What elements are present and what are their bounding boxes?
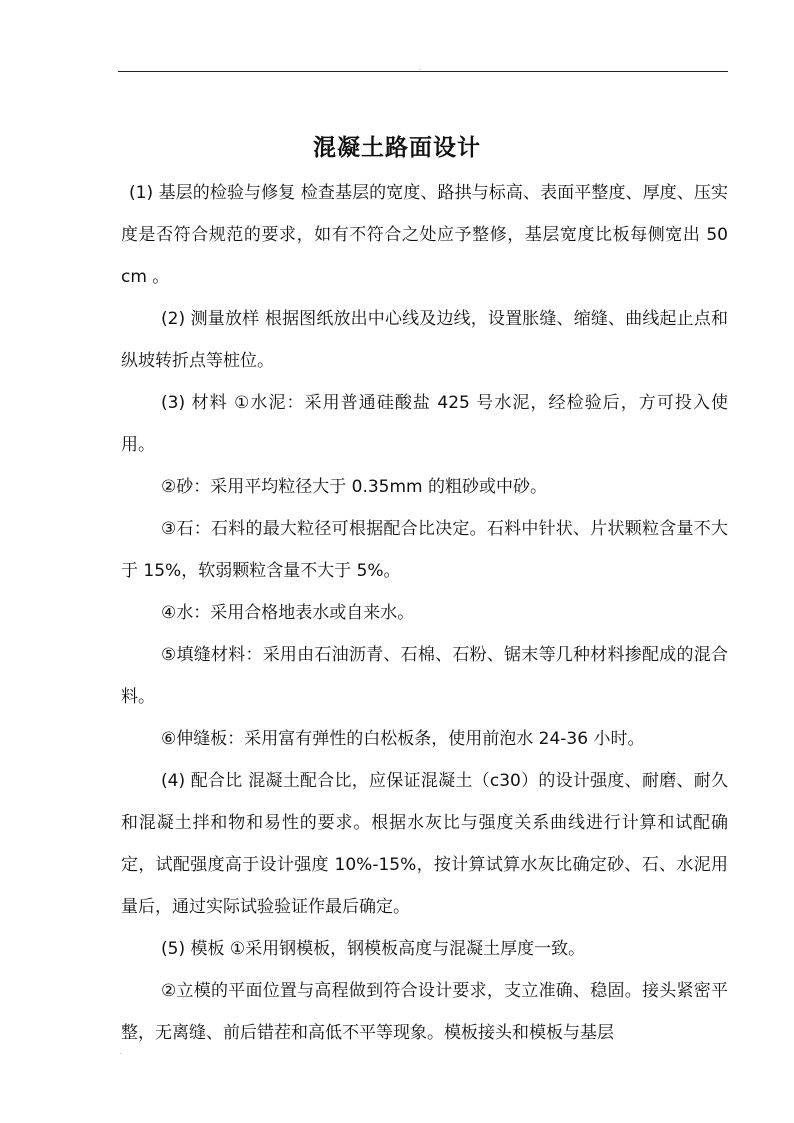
paragraph-survey-layout: (2) 测量放样 根据图纸放出中心线及边线，设置胀缝、缩缝、曲线起止点和纵坡转折点等桩位。	[121, 309, 728, 371]
page-title: 混凝土路面设计	[313, 134, 481, 162]
paragraph-materials-cement: (3) 材料 ①水泥：采用普通硅酸盐 425 号水泥，经检验后，方可投入使用。	[121, 393, 728, 455]
header-rule	[118, 71, 728, 72]
paragraph-materials-expansion-board: ⑥伸缝板：采用富有弹性的白松板条，使用前泡水 24-36 小时。	[161, 729, 645, 749]
paragraph-mix-ratio: (4) 配合比 混凝土配合比，应保证混凝土（c30）的设计强度、耐磨、耐久和混凝土拌和物和易性的要求。根据水灰比与强度关系曲线进行计算和试配确定，试配强度高于设计强度 10%-15%，按计算试算水灰比确定砂、石、水泥用量后，通过实际试验验证作最后确定。	[121, 771, 728, 917]
header-mark: .	[419, 66, 421, 72]
document-body	[121, 172, 728, 1054]
footer-mark: .	[120, 1050, 122, 1056]
paragraph-formwork-erection: ②立模的平面位置与高程做到符合设计要求，支立准确、稳固。接头紧密平整，无离缝、前后错茬和高低不平等现象。模板接头和模板与基层	[121, 981, 728, 1043]
paragraph-materials-sand: ②砂：采用平均粒径大于 0.35mm 的粗砂或中砂。	[161, 477, 548, 497]
paragraph-materials-stone: ③石：石料的最大粒径可根据配合比决定。石料中针状、片状颗粒含量不大于 15%，软弱颗粒含量不大于 5%。	[121, 519, 728, 581]
paragraph-base-inspection: (1) 基层的检验与修复 检查基层的宽度、路拱与标高、表面平整度、厚度、压实度是否符合规范的要求，如有不符合之处应予整修，基层宽度比板每侧宽出 50 cm 。	[121, 183, 728, 287]
paragraph-materials-joint-filler: ⑤填缝材料：采用由石油沥青、石棉、石粉、锯末等几种材料掺配成的混合料。	[121, 645, 728, 707]
paragraph-materials-water: ④水：采用合格地表水或自来水。	[161, 603, 415, 623]
paragraph-formwork: (5) 模板 ①采用钢模板，钢模板高度与混凝土厚度一致。	[161, 939, 586, 959]
